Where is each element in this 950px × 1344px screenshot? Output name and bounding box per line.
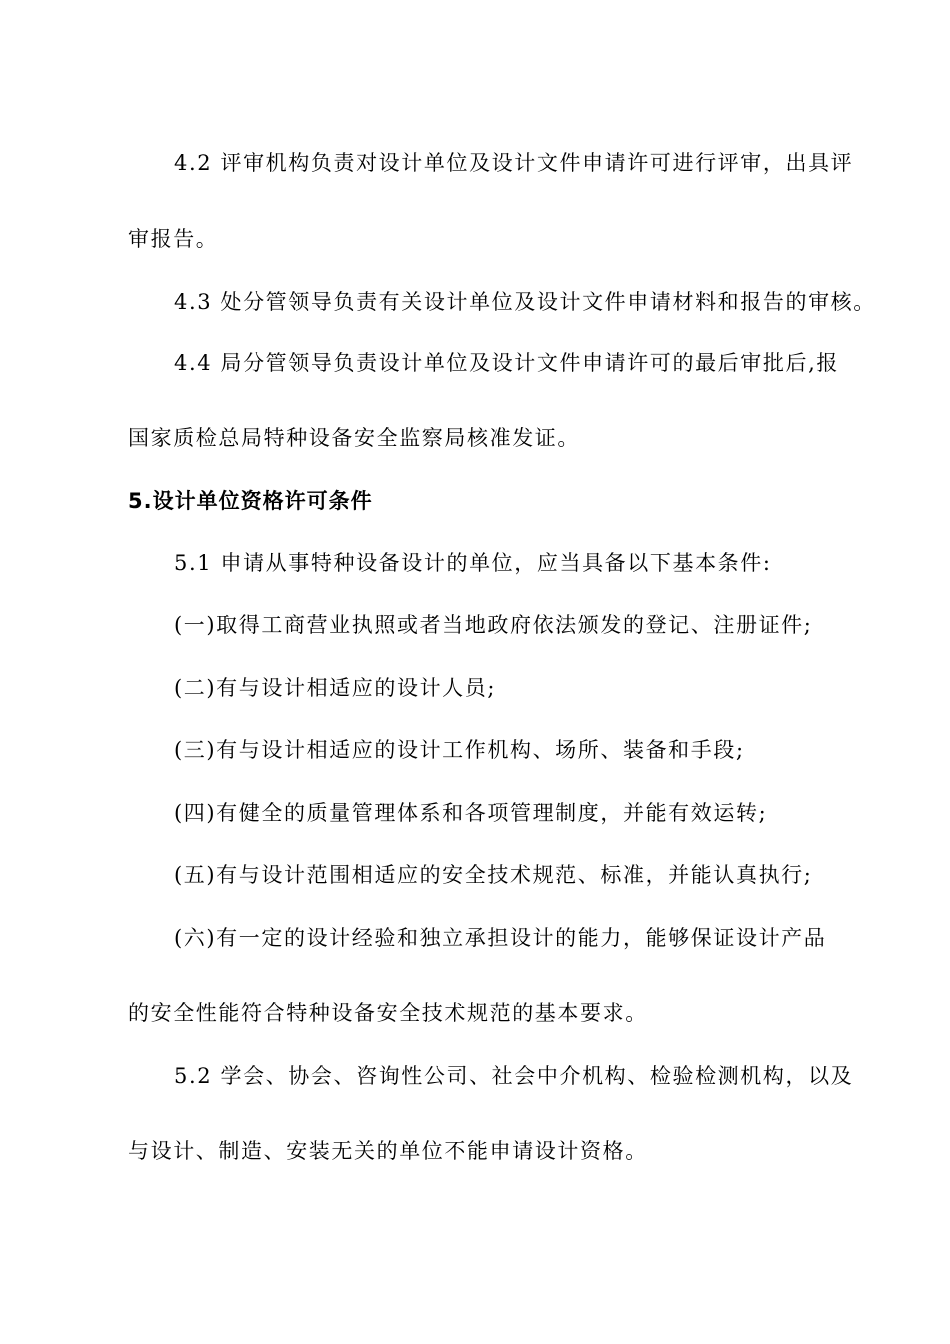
condition-2: (二)有与设计相适应的设计人员;: [174, 676, 497, 700]
paragraph-5-2-line-2: 与设计、制造、安装无关的单位不能申请设计资格。: [128, 1139, 648, 1163]
paragraph-5-1: 5.1 申请从事特种设备设计的单位，应当具备以下基本条件:: [174, 551, 772, 575]
condition-1: (一)取得工商营业执照或者当地政府依法颁发的登记、注册证件;: [174, 613, 813, 637]
paragraph-4-2-line-1: 4.2 评审机构负责对设计单位及设计文件申请许可进行评审，出具评: [174, 151, 854, 175]
paragraph-4-4-line-1: 4.4 局分管领导负责设计单位及设计文件申请许可的最后审批后,报: [174, 351, 839, 375]
condition-3: (三)有与设计相适应的设计工作机构、场所、装备和手段;: [174, 738, 745, 762]
section-5-heading: 5.设计单位资格许可条件: [128, 489, 373, 513]
paragraph-4-2-line-2: 审报告。: [128, 227, 219, 251]
paragraph-4-4-line-2: 国家质检总局特种设备安全监察局核准发证。: [128, 426, 580, 450]
paragraph-5-2-line-1: 5.2 学会、协会、咨询性公司、社会中介机构、检验检测机构，以及: [174, 1064, 854, 1088]
condition-4: (四)有健全的质量管理体系和各项管理制度，并能有效运转;: [174, 801, 768, 825]
condition-6-line-2: 的安全性能符合特种设备安全技术规范的基本要求。: [128, 1001, 648, 1025]
paragraph-4-3: 4.3 处分管领导负责有关设计单位及设计文件申请材料和报告的审核。: [174, 290, 876, 314]
condition-5: (五)有与设计范围相适应的安全技术规范、标准，并能认真执行;: [174, 863, 813, 887]
condition-6-line-1: (六)有一定的设计经验和独立承担设计的能力，能够保证设计产品: [174, 926, 827, 950]
